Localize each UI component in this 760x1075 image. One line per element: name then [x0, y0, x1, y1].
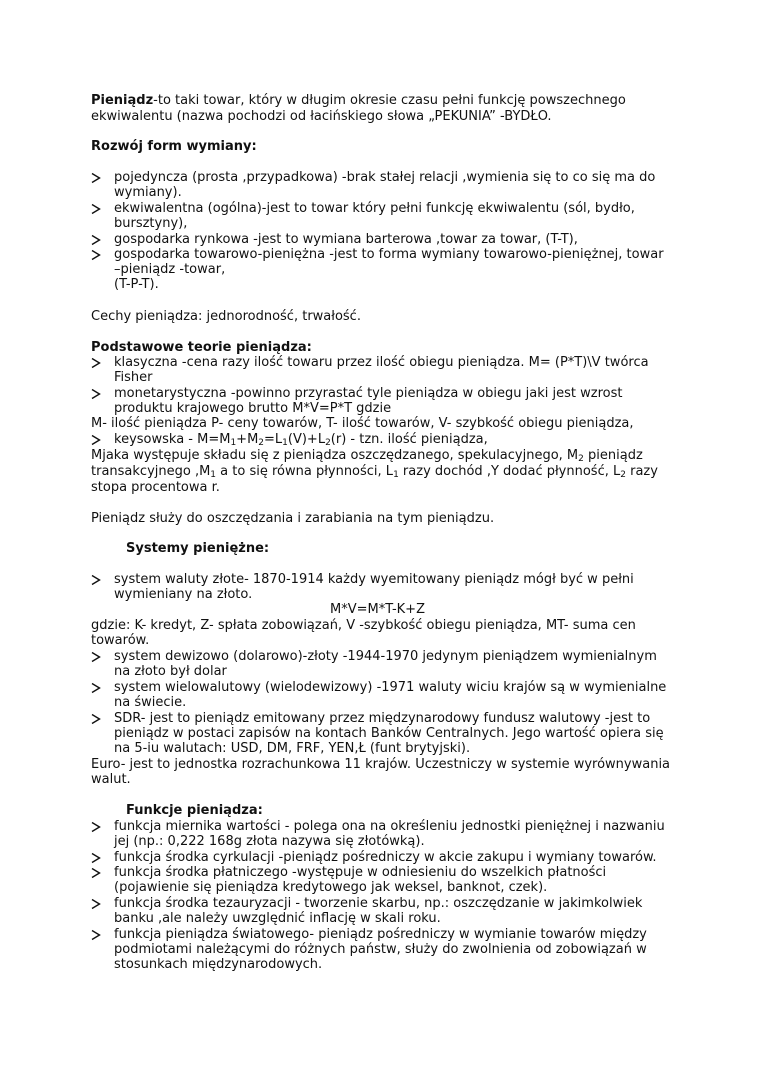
subscript: 2	[620, 470, 626, 480]
list-item-cont: na 5-iu walutach: USD, DM, FRF, YEN,Ł (funt brytyjski).	[114, 741, 471, 756]
text: Mjaka występuje składu się z pieniądza oszczędzanego, spekulacyjnego, M	[91, 448, 579, 463]
formula-text: =L	[264, 432, 283, 447]
list-item: funkcja miernika wartości - polega ona na określeniu jednostki pieniężnej i nazwaniu	[114, 819, 665, 834]
list-item: funkcja środka płatniczego -występuje w odniesieniu do wszelkich płatności	[114, 865, 607, 880]
list-item-keysowska	[114, 432, 488, 447]
arrow-bullet-icon	[91, 249, 101, 261]
heading-rozwoj: Rozwój form wymiany:	[91, 139, 257, 154]
formula: M*V=M*T-K+Z	[330, 602, 425, 617]
list-item: funkcja pieniądza światowego- pieniądz pośredniczy w wymianie towarów między	[114, 927, 647, 942]
paragraph-line: walut.	[91, 772, 131, 787]
list-item: SDR- jest to pieniądz emitowany przez międzynarodowy fundusz walutowy -jest to	[114, 711, 651, 726]
list-item-cont: banku ,ale należy uwzględnić inflację w skali roku.	[114, 911, 441, 926]
list-item-cont: jej (np.: 0,222 168g złota nazywa się złotówką).	[114, 834, 425, 849]
arrow-bullet-icon	[91, 821, 101, 833]
arrow-bullet-icon	[91, 867, 101, 879]
list-item-cont: (T-P-T).	[114, 277, 159, 292]
list-item: system dewizowo (dolarowo)-złoty -1944-1970 jedynym pieniądzem wymienialnym	[114, 649, 657, 664]
subscript: 1	[210, 470, 217, 480]
heading-funkcje: Funkcje pieniądza:	[126, 803, 263, 818]
subscript: 2	[578, 454, 584, 464]
list-item-cont: –pieniądz -towar,	[114, 262, 226, 277]
arrow-bullet-icon	[91, 898, 101, 910]
formula-text: (r) - tzn. ilość pieniądza,	[330, 432, 488, 447]
text: a to się równa płynności, L	[216, 464, 394, 479]
list-item-cont: (pojawienie się pieniądza kredytowego jak weksel, banknot, czek).	[114, 880, 548, 895]
paragraph-line	[91, 448, 643, 463]
paragraph-line: towarów.	[91, 633, 150, 648]
list-item: system waluty złote- 1870-1914 każdy wyemitowany pieniądz mógł być w pełni	[114, 572, 634, 587]
formula-text: +M	[236, 432, 259, 447]
arrow-bullet-icon	[91, 574, 101, 586]
arrow-bullet-icon	[91, 434, 101, 446]
list-item-cont: na świecie.	[114, 695, 187, 710]
arrow-bullet-icon	[91, 651, 101, 663]
list-item: monetarystyczna -powinno przyrastać tyle pieniądza w obiegu jaki jest wzrost	[114, 386, 623, 401]
subscript: 1	[393, 470, 399, 480]
arrow-bullet-icon	[91, 172, 101, 184]
paragraph-line: gdzie: K- kredyt, Z- spłata zobowiązań, V -szybkość obiegu pieniądza, MT- suma cen	[91, 618, 636, 633]
list-item: klasyczna -cena razy ilość towaru przez ilość obiegu pieniądza. M= (P*T)\V twórca	[114, 355, 649, 370]
formula-text: (V)+L	[287, 432, 326, 447]
arrow-bullet-icon	[91, 357, 101, 369]
cechy-paragraph: Cechy pieniądza: jednorodność, trwałość.	[91, 309, 361, 324]
paragraph-line: Euro- jest to jednostka rozrachunkowa 11 krajów. Uczestniczy w systemie wyrównywania	[91, 757, 671, 772]
list-item: ekwiwalentna (ogólna)-jest to towar który pełni funkcję ekwiwalentu (sól, bydło,	[114, 201, 635, 216]
list-item: gospodarka towarowo-pieniężna -jest to forma wymiany towarowo-pieniężnej, towar	[114, 247, 664, 262]
text: transakcyjnego ,M	[91, 464, 211, 479]
arrow-bullet-icon	[91, 929, 101, 941]
arrow-bullet-icon	[91, 682, 101, 694]
list-item-cont: wymiany).	[114, 185, 182, 200]
list-item: system wielowalutowy (wielodewizowy) -1971 waluty wiciu krajów są w wymienialne	[114, 680, 667, 695]
list-item: funkcja środka cyrkulacji -pieniądz pośredniczy w akcie zakupu i wymiany towarów.	[114, 850, 657, 865]
subscript: 2	[325, 438, 331, 448]
list-item-cont: Fisher	[114, 370, 153, 385]
paragraph-line: stopa procentowa r.	[91, 480, 220, 495]
subscript: 1	[230, 438, 237, 448]
intro-line-1	[91, 93, 626, 108]
sluzy-paragraph: Pieniądz służy do oszczędzania i zarabiania na tym pieniądzu.	[91, 511, 495, 526]
list-item-cont: pieniądz w postaci zapisów na kontach Banków Centralnych. Jego wartość opiera się	[114, 726, 664, 741]
list-item-cont: na złoto był dolar	[114, 664, 227, 679]
arrow-bullet-icon	[91, 203, 101, 215]
list-item: pojedyncza (prosta ,przypadkowa) -brak stałej relacji ,wymienia się to co się ma do	[114, 170, 656, 185]
text: razy	[625, 464, 658, 479]
formula-text: keysowska - M=M	[114, 432, 231, 447]
list-item-cont: podmiotami należącymi do różnych państw, służy do zwolnienia od zobowiązań w	[114, 942, 647, 957]
arrow-bullet-icon	[91, 852, 101, 864]
list-item: gospodarka rynkowa -jest to wymiana barterowa ,towar za towar, (T-T),	[114, 232, 578, 247]
heading-teorie: Podstawowe teorie pieniądza:	[91, 340, 312, 355]
arrow-bullet-icon	[91, 388, 101, 400]
list-item-cont: bursztyny),	[114, 216, 188, 231]
list-item: funkcja środka tezauryzacji - tworzenie skarbu, np.: oszczędzanie w jakimkolwiek	[114, 896, 643, 911]
intro-definition: -to taki towar, który w długim okresie czasu pełni funkcję powszechnego	[153, 93, 626, 108]
arrow-bullet-icon	[91, 713, 101, 725]
list-item-cont: produktu krajowego brutto M*V=P*T gdzie	[114, 401, 392, 416]
paragraph-line	[91, 464, 658, 479]
list-item-cont: wymieniany na złoto.	[114, 587, 253, 602]
paragraph-line: M- ilość pieniądza P- ceny towarów, T- ilość towarów, V- szybkość obiegu pieniądza,	[91, 416, 634, 431]
heading-systemy: Systemy pieniężne:	[126, 541, 270, 556]
arrow-bullet-icon	[91, 234, 101, 246]
subscript: 1	[282, 438, 288, 448]
text: razy dochód ,Y dodać płynność, L	[398, 464, 621, 479]
intro-line-2: ekwiwalentu (nazwa pochodzi od łacińskiego słowa „PEKUNIA” -BYDŁO.	[91, 109, 552, 124]
subscript: 2	[258, 438, 265, 448]
text: pieniądz	[583, 448, 643, 463]
intro-term: Pieniądz	[91, 93, 154, 108]
list-item-cont: stosunkach międzynarodowych.	[114, 957, 323, 972]
